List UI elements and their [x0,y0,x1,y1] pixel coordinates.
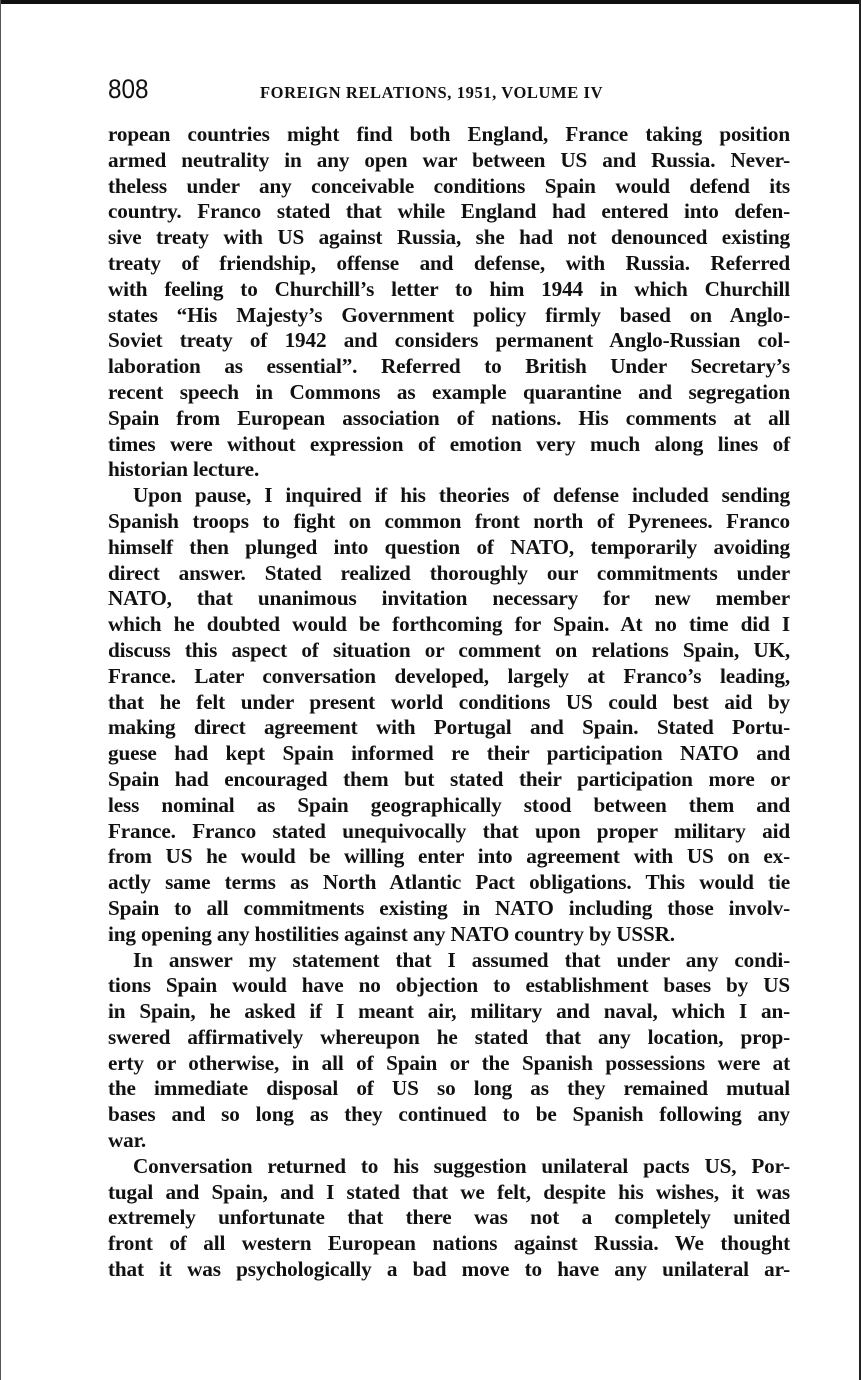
text-line: theless under any conceivable conditions Spain would defend its [108,173,790,198]
text-line: laboration as essential”. Referred to British Under Secretary’s [108,354,790,379]
text-line: direct answer. Stated realized thoroughly our commitments under [108,560,790,585]
text-line: armed neutrality in any open war between US and Russia. Never- [108,147,790,172]
text-line: guese had kept Spain informed re their participation NATO and [108,741,790,766]
text-line: the immediate disposal of US so long as they remained mutual [108,1076,790,1101]
text-line: Spain to all commitments existing in NATO including those involv- [108,895,790,920]
text-line: discuss this aspect of situation or comment on relations Spain, UK, [108,637,790,662]
text-line: erty or otherwise, in all of Spain or the Spanish possessions were at [108,1050,790,1075]
text-line: ropean countries might find both England, France taking position [108,122,790,146]
text-line: bases and so long as they continued to be Spanish following any [108,1102,790,1127]
text-line: actly same terms as North Atlantic Pact obligations. This would tie [108,870,790,895]
text-line: ing opening any hostilities against any NATO country by USSR. [108,921,675,946]
text-line: front of all western European nations against Russia. We thought [108,1231,790,1256]
text-line: treaty of friendship, offense and defense, with Russia. Referred [108,250,790,275]
paragraph [108,122,790,483]
text-line: which he doubted would be forthcoming for Spain. At no time did I [108,612,790,637]
text-line: Spanish troops to fight on common front north of Pyrenees. Franco [108,508,790,533]
text-line: with feeling to Churchill’s letter to him 1944 in which Churchill [108,276,790,301]
text-line: NATO, that unanimous invitation necessary for new member [108,586,790,611]
text-line: making direct agreement with Portugal and Spain. Stated Portu- [108,715,790,740]
text-line: extremely unfortunate that there was not a completely united [108,1205,790,1230]
text-line: Conversation returned to his suggestion unilateral pacts US, Por- [133,1153,790,1178]
scan-left-edge [0,0,1,1380]
running-title: FOREIGN RELATIONS, 1951, VOLUME IV [260,83,604,102]
text-line: country. Franco stated that while England had entered into defen- [108,199,790,224]
text-line: France. Franco stated unequivocally that upon proper military aid [108,818,790,843]
text-line: states “His Majesty’s Government policy firmly based on Anglo- [108,302,790,327]
text-line: swered affirmatively whereupon he stated that any location, prop- [108,1024,790,1049]
text-line: Spain had encouraged them but stated their participation more or [108,766,790,791]
text-line: Spain from European association of nations. His comments at all [108,405,790,430]
text-line: Upon pause, I inquired if his theories of defense included sending [133,483,790,508]
text-line: Soviet treaty of 1942 and considers permanent Anglo-Russian col- [108,328,790,353]
text-line: himself then plunged into question of NATO, temporarily avoiding [108,534,790,559]
text-line: less nominal as Spain geographically stood between them and [108,792,790,817]
text-line: from US he would be willing enter into agreement with US on ex- [108,844,790,869]
text-line: tions Spain would have no objection to establishment bases by US [108,973,790,998]
text-line: that it was psychologically a bad move to have any unilateral ar- [108,1257,790,1282]
text-line: that he felt under present world conditions US could best aid by [108,689,790,714]
text-line: sive treaty with US against Russia, she had not denounced existing [108,225,790,250]
text-line: tugal and Spain, and I stated that we felt, despite his wishes, it was [108,1179,790,1204]
text-line: historian lecture. [108,457,260,482]
paragraph [108,483,790,947]
document-body [108,122,790,1283]
text-line: France. Later conversation developed, largely at Franco’s leading, [108,663,790,688]
paragraph [108,948,790,1154]
text-line: recent speech in Commons as example quarantine and segregation [108,379,790,404]
page-header [108,74,790,108]
text-line: in Spain, he asked if I meant air, military and naval, which I an- [108,999,790,1024]
text-line: In answer my statement that I assumed that under any condi- [133,947,790,972]
text-line: war. [108,1128,147,1153]
text-line: times were without expression of emotion very much along lines of [108,431,790,456]
scan-top-border [0,0,861,4]
paragraph [108,1154,790,1283]
page-number: 808 [108,74,149,104]
